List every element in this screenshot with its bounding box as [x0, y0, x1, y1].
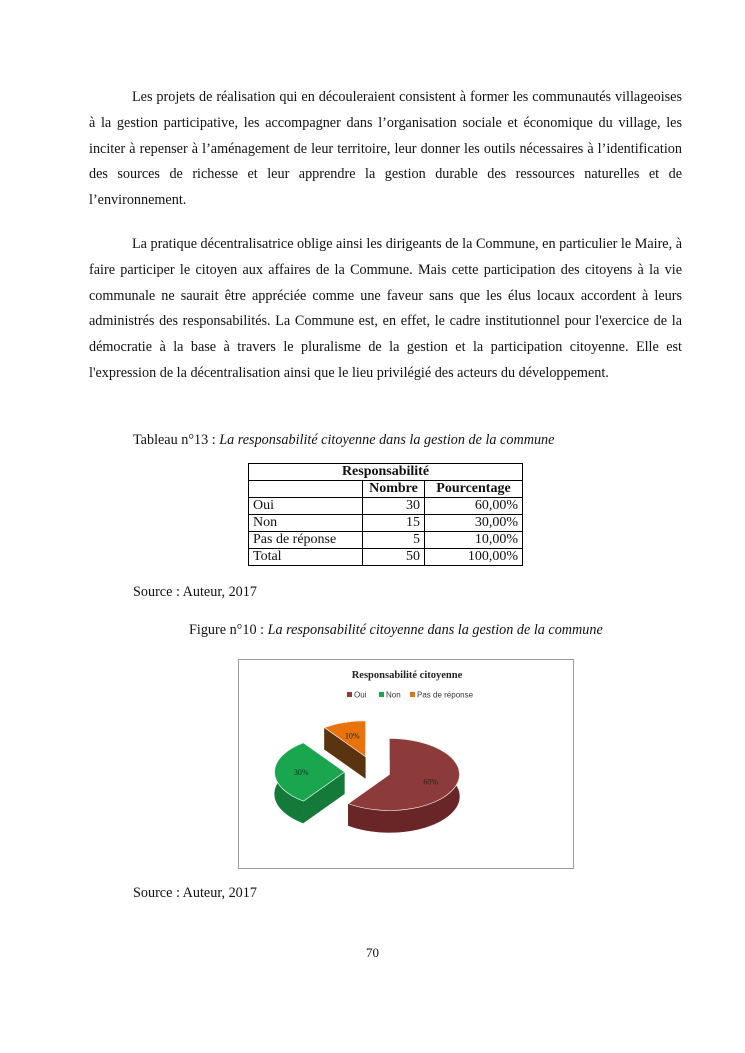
data-label-pas-de-r-ponse: 10% [344, 731, 360, 741]
table-caption-prefix: Tableau n°13 : [133, 432, 220, 448]
row-label: Oui [249, 498, 363, 515]
row-pct: 10,00% [425, 532, 523, 549]
row-label: Total [249, 549, 363, 566]
chart-title: Responsabilité citoyenne [351, 670, 463, 681]
row-nombre: 30 [363, 498, 425, 515]
row-nombre: 5 [363, 532, 425, 549]
row-pct: 100,00% [425, 549, 523, 566]
responsibility-table [248, 463, 523, 566]
figure-source: Source : Auteur, 2017 [133, 885, 257, 901]
table-caption-title: La responsabilité citoyenne dans la gestion de la commune [219, 432, 555, 448]
row-nombre: 50 [363, 549, 425, 566]
legend-label-non: Non [386, 690, 401, 700]
pie-chart [238, 659, 574, 869]
table-group-header-row [249, 464, 523, 481]
row-nombre: 15 [363, 515, 425, 532]
row-pct: 30,00% [425, 515, 523, 532]
row-label: Pas de réponse [249, 532, 363, 549]
legend-swatch-non [379, 692, 384, 697]
chart-legend [347, 691, 474, 700]
table-header-pourcentage: Pourcentage [425, 481, 523, 498]
table-row [249, 515, 523, 532]
table-header-blank [249, 481, 363, 498]
figure-caption-title: La responsabilité citoyenne dans la gestion de la commune [267, 622, 603, 638]
table-header-nombre: Nombre [363, 481, 425, 498]
row-label: Non [249, 515, 363, 532]
data-label-oui: 60% [423, 777, 439, 787]
table-row-total [249, 549, 523, 566]
legend-label-pas-de-r-ponse: Pas de réponse [417, 690, 474, 700]
table-row [249, 532, 523, 549]
figure-caption [189, 622, 603, 639]
chart-slices [275, 721, 460, 833]
paragraph-2: La pratique décentralisatrice oblige ainsi les dirigeants de la Commune, en particulier le Maire, à faire participer le citoyen aux affaires de la Commune. Mais cette participation des citoyens à la vie communale ne saurait être appréciée comme une faveur sans que les élus locaux accordent à leurs administrés des responsabilités. La Commune est, en effet, le cadre institutionnel pour l'exercice de la démocratie à la base à travers le pluralisme de la gestion et la participation citoyenne. Elle est l'expression de la décentralisation ainsi que le lieu privilégié des acteurs du développement. [89, 236, 682, 381]
row-pct: 60,00% [425, 498, 523, 515]
table-group-header: Responsabilité [249, 464, 523, 481]
legend-swatch-pas-de-r-ponse [410, 692, 415, 697]
legend-swatch-oui [347, 692, 352, 697]
table-row [249, 498, 523, 515]
table-source: Source : Auteur, 2017 [133, 584, 257, 600]
table-column-header-row [249, 481, 523, 498]
page-number: 70 [366, 945, 379, 960]
figure-caption-prefix: Figure n°10 : [189, 622, 268, 638]
data-label-non: 30% [293, 768, 309, 777]
legend-label-oui: Oui [354, 690, 367, 700]
paragraph-1: Les projets de réalisation qui en découleraient consistent à former les communautés villageoises à la gestion participative, les accompagner dans l’organisation sociale et économique du village, les inciter à repenser à l’aménagement de leur territoire, leur donner les outils nécessaires à l’identification des sources de richesse et leur apprendre la gestion durable des ressources naturelles et de l’environnement. [89, 89, 682, 209]
pie-chart-svg [239, 660, 575, 870]
table-caption [133, 432, 554, 449]
